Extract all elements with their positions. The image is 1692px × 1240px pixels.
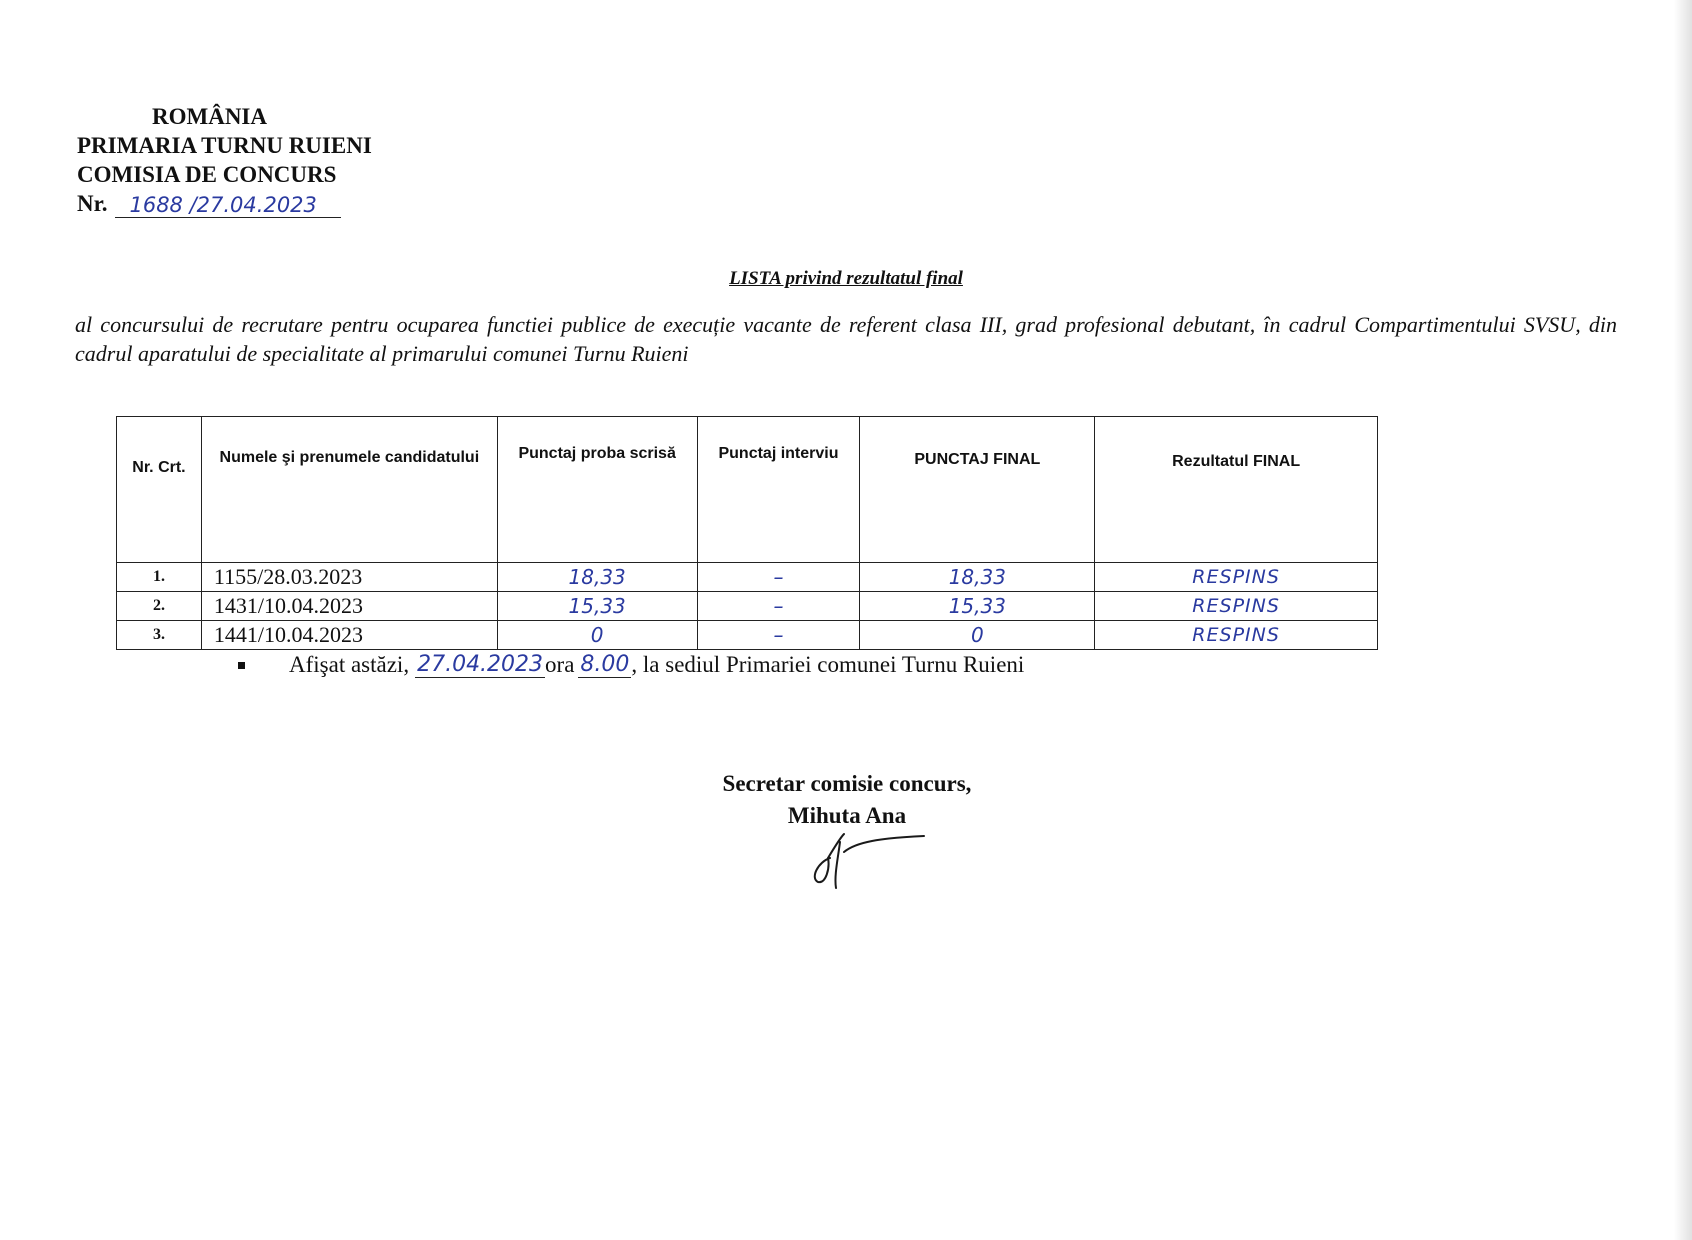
header-commission: COMISIA DE CONCURS [77,162,337,187]
intro-paragraph: al concursului de recrutare pentru ocuparea functiei publice de execuție vacante de referent clasa III, grad profesional debutant, în cadrul Compartimentului SVSU, din cadrul aparatului de specialitate al primarului comunei Turnu Ruieni [75,312,1617,366]
header-written-score: Punctaj proba scrisă [497,417,697,563]
row-interview-score: – [697,621,860,650]
table-row [117,563,1378,592]
posted-date-handwritten: 27.04.2023 [417,652,544,677]
table-header-row [117,417,1378,563]
bullet-icon [238,662,245,669]
posted-time-handwritten: 8.00 [580,652,630,677]
row-candidate: 1155/28.03.2023 [201,563,497,592]
row-candidate: 1441/10.04.2023 [201,621,497,650]
header-country: ROMÂNIA [152,104,267,129]
document-header [77,102,372,218]
posted-notice [238,652,1024,678]
signature-block [712,768,982,832]
results-table [116,416,1378,650]
row-candidate: 1431/10.04.2023 [201,592,497,621]
header-candidate-name: Numele şi prenumele candidatului [201,417,497,563]
header-institution: PRIMARIA TURNU RUIENI [77,133,372,158]
list-title-text: LISTA privind rezultatul final [729,268,963,289]
signature-name: Mihuta Ana [787,803,907,828]
header-nr-crt: Nr. Crt. [117,417,202,563]
row-nr: 1. [117,563,202,592]
row-result: RESPINS [1095,563,1378,592]
posted-suffix: , la sediul Primariei comunei Turnu Ruieni [631,652,1025,677]
row-written-score: 15,33 [497,592,697,621]
row-final-score: 0 [860,621,1095,650]
row-nr: 2. [117,592,202,621]
row-written-score: 18,33 [497,563,697,592]
nr-handwritten-value: 1688 /27.04.2023 [115,193,341,218]
table-row [117,592,1378,621]
nr-label: Nr. [77,191,108,216]
row-written-score: 0 [497,621,697,650]
row-final-score: 18,33 [860,563,1095,592]
row-result: RESPINS [1095,621,1378,650]
row-nr: 3. [117,621,202,650]
handwritten-signature-icon [800,828,930,890]
scan-edge-shadow [1674,0,1692,1240]
header-final-result: Rezultatul FINAL [1095,417,1378,563]
row-interview-score: – [697,592,860,621]
list-title [0,268,1692,290]
posted-ora-label: ora [545,652,575,677]
signature-role: Secretar comisie concurs, [722,771,972,796]
header-interview-score: Punctaj interviu [697,417,860,563]
row-interview-score: – [697,563,860,592]
table-row [117,621,1378,650]
header-final-score: PUNCTAJ FINAL [860,417,1095,563]
header-registration-number [77,189,372,218]
row-result: RESPINS [1095,592,1378,621]
row-final-score: 15,33 [860,592,1095,621]
posted-prefix: Afişat astăzi, [289,652,410,677]
